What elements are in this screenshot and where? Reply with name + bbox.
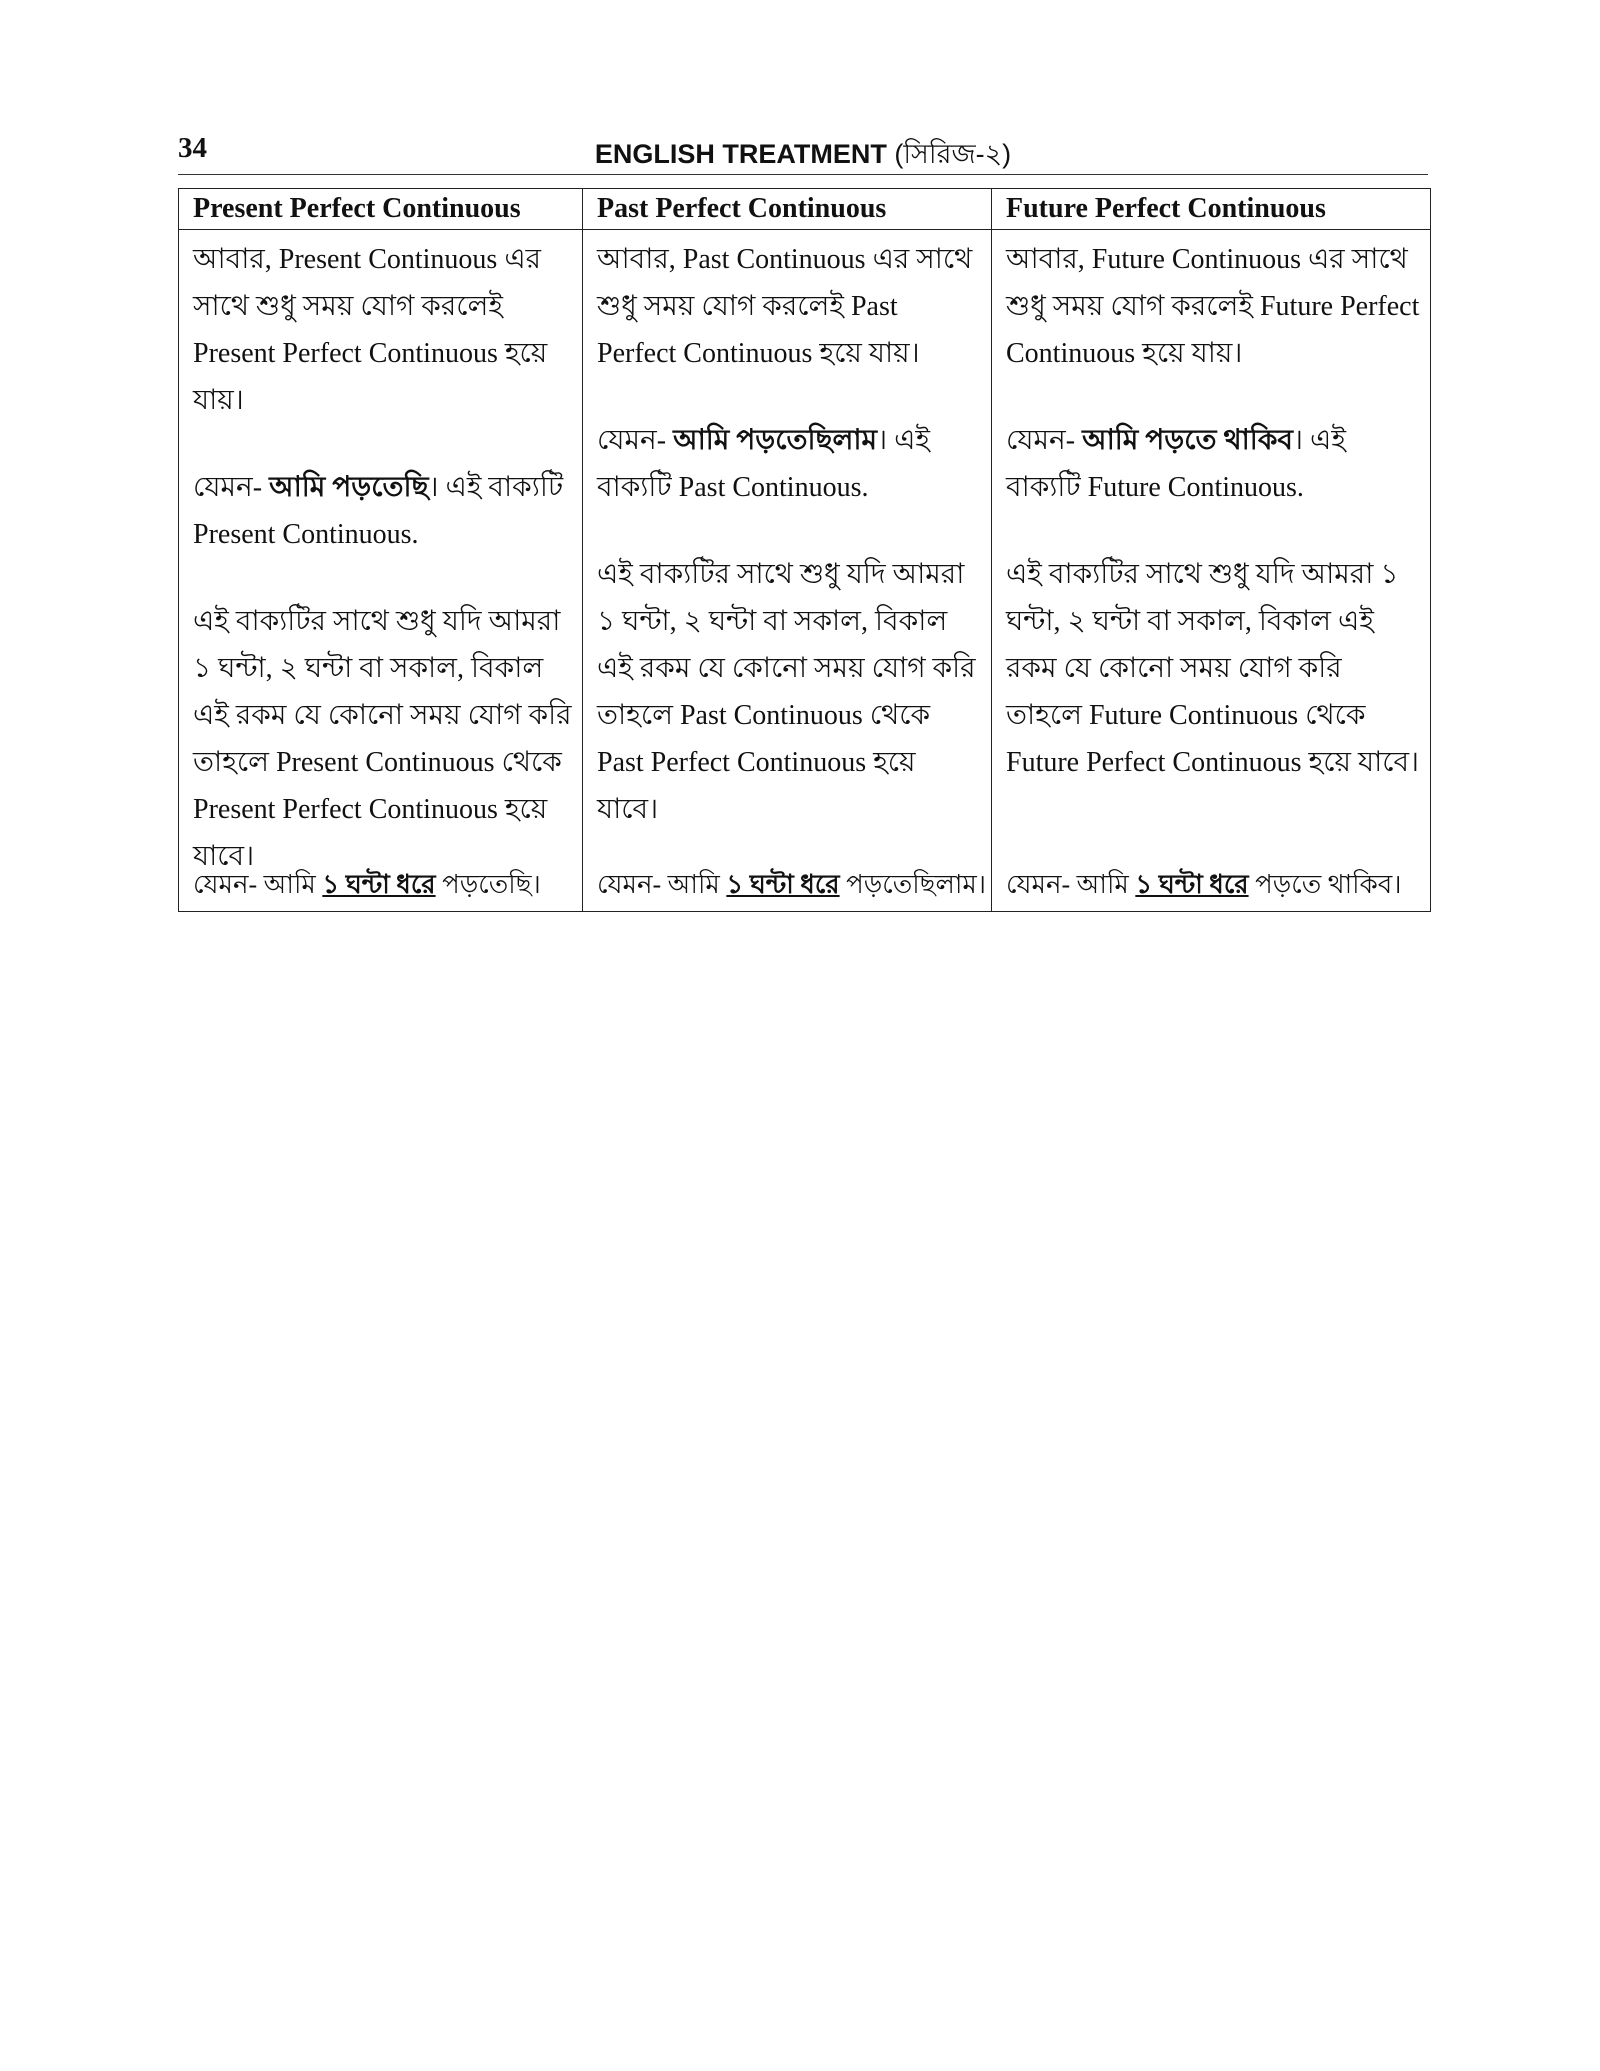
explanation-text: এই বাক্যটির সাথে শুধু যদি আমরা ১ ঘন্টা, ২ ঘন্টা বা সকাল, বিকাল এই রকম যে কোনো সময় যোগ করি তাহলে Future Continuous থেকে Future Perfect Continuous হয়ে যাবে। (1006, 559, 1420, 778)
example-two-tail: পড়তেছি। (435, 870, 541, 899)
page-header (178, 130, 1428, 175)
example-one-lead: যেমন- (1006, 425, 1083, 456)
example-two (193, 865, 574, 905)
page-number: 34 (178, 132, 207, 164)
explanation-text: এই বাক্যটির সাথে শুধু যদি আমরা ১ ঘন্টা, ২ ঘন্টা বা সকাল, বিকাল এই রকম যে কোনো সময় যোগ করি তাহলে Past Continuous থেকে Past Perfect Continuous হয়ে যাবে। (597, 559, 976, 825)
tense-comparison-table (178, 188, 1431, 912)
table-header-row (179, 189, 1431, 230)
column-heading-future: Future Perfect Continuous (992, 189, 1431, 230)
example-two-underlined: ১ ঘন্টা ধরে (322, 870, 436, 899)
example-one (1006, 417, 1420, 511)
example-one-bold: আমি পড়তে থাকিব (1082, 425, 1293, 456)
column-heading-present: Present Perfect Continuous (179, 189, 583, 230)
example-two-lead: যেমন- আমি (1006, 870, 1136, 899)
running-title-english: ENGLISH TREATMENT (594, 139, 887, 169)
example-one-lead: যেমন- (193, 472, 270, 503)
example-two-lead: যেমন- আমি (597, 870, 727, 899)
example-one-tail: । এই বাক্যটি Past Continuous. (597, 425, 930, 503)
explanation-text: এই বাক্যটির সাথে শুধু যদি আমরা ১ ঘন্টা, ২ ঘন্টা বা সকাল, বিকাল এই রকম যে কোনো সময় যোগ করি তাহলে Present Continuous থেকে Present Perfect Continuous হয়ে যাবে। (193, 606, 572, 872)
example-two-lead: যেমন- আমি (193, 870, 323, 899)
example-one (193, 464, 572, 558)
intro-text: আবার, Present Continuous এর সাথে শুধু সময় যোগ করলেই Present Perfect Continuous হয়ে যায়। (193, 244, 548, 416)
running-title-bengali: (সিরিজ-২) (894, 139, 1012, 169)
cell-past (583, 230, 992, 912)
example-two-underlined: ১ ঘন্টা ধরে (726, 870, 840, 899)
example-two-tail: পড়তে থাকিব। (1248, 870, 1402, 899)
example-one-bold: আমি পড়তেছি (269, 472, 429, 503)
example-two-underlined: ১ ঘন্টা ধরে (1135, 870, 1249, 899)
column-heading-past: Past Perfect Continuous (583, 189, 992, 230)
example-one-tail: । এই বাক্যটি Present Continuous. (193, 472, 564, 550)
example-one-lead: যেমন- (597, 425, 674, 456)
example-one (597, 417, 981, 511)
cell-future (992, 230, 1431, 912)
example-two-tail: পড়তেছিলাম। (839, 870, 987, 899)
example-two (597, 865, 987, 905)
running-title (178, 134, 1428, 179)
cell-present (179, 230, 583, 912)
example-one-bold: আমি পড়তেছিলাম (673, 425, 878, 456)
intro-text: আবার, Future Continuous এর সাথে শুধু সময় যোগ করলেই Future Perfect Continuous হয়ে যায়। (1006, 244, 1420, 369)
example-one-tail: । এই বাক্যটি Future Continuous. (1006, 425, 1346, 503)
table-body-row (179, 230, 1431, 912)
example-two (1006, 865, 1422, 905)
intro-text: আবার, Past Continuous এর সাথে শুধু সময় যোগ করলেই Past Perfect Continuous হয়ে যায়। (597, 244, 973, 369)
